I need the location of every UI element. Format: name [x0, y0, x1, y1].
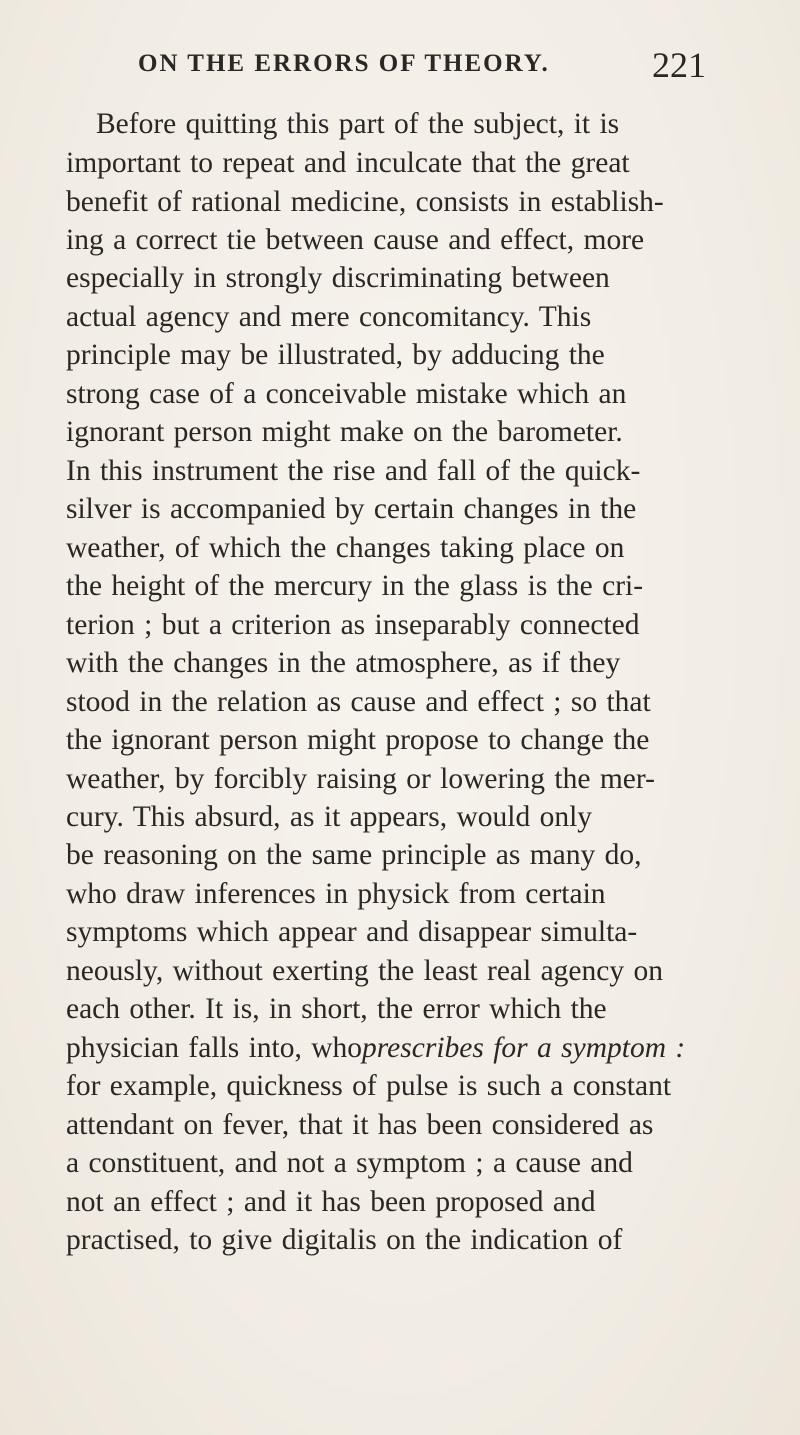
- text-line: In this instrument the rise and fall of the quick-: [66, 455, 641, 487]
- text-line: with the changes in the atmosphere, as if they: [66, 647, 621, 679]
- text-line: [66, 1028, 685, 1068]
- text-line: be reasoning on the same principle as many do,: [66, 839, 642, 871]
- text-line: a constituent, and not a symptom ; a cause and: [66, 1147, 633, 1179]
- text-line: cury. This absurd, as it appears, would only: [66, 801, 593, 833]
- text-line: stood in the relation as cause and effect ; so that: [66, 686, 651, 718]
- text-line: actual agency and mere concomitancy. This: [66, 301, 592, 333]
- text-line: principle may be illustrated, by adducing the: [66, 339, 605, 371]
- text-line: attendant on fever, that it has been considered as: [66, 1109, 654, 1141]
- text-line: the ignorant person might propose to change the: [66, 724, 650, 756]
- text-line: for example, quickness of pulse is such a constant: [66, 1070, 672, 1102]
- text-line: Before quitting this part of the subject, it is: [96, 108, 620, 140]
- text-line: especially in strongly discriminating between: [66, 262, 610, 294]
- text-line: symptoms which appear and disappear simulta-: [66, 916, 638, 948]
- text-segment: physician falls into, who: [66, 1032, 363, 1064]
- text-line: each other. It is, in short, the error which the: [66, 993, 607, 1025]
- text-line: important to repeat and inculcate that the great: [66, 147, 630, 179]
- text-line: practised, to give digitalis on the indication of: [66, 1224, 623, 1256]
- text-line: not an effect ; and it has been proposed and: [66, 1186, 596, 1218]
- text-line: ing a correct tie between cause and effect, more: [66, 224, 645, 256]
- text-line: strong case of a conceivable mistake which an: [66, 378, 627, 410]
- text-line: terion ; but a criterion as inseparably connected: [66, 609, 640, 641]
- text-line: benefit of rational medicine, consists in establish-: [66, 186, 664, 218]
- text-line: weather, by forcibly raising or lowering the mer-: [66, 763, 655, 795]
- text-line: weather, of which the changes taking place on: [66, 532, 625, 564]
- page-number: 221: [652, 45, 706, 85]
- text-line: ignorant person might make on the barometer.: [66, 416, 623, 448]
- text-line: the height of the mercury in the glass is the cri-: [66, 570, 644, 602]
- text-line: silver is accompanied by certain changes in the: [66, 493, 637, 525]
- text-line: neously, without exerting the least real agency on: [66, 955, 663, 987]
- running-title: ON THE ERRORS OF THEORY.: [138, 50, 550, 77]
- italic-phrase: prescribes for a symptom :: [362, 1032, 686, 1064]
- text-line: who draw inferences in physick from certain: [66, 878, 606, 910]
